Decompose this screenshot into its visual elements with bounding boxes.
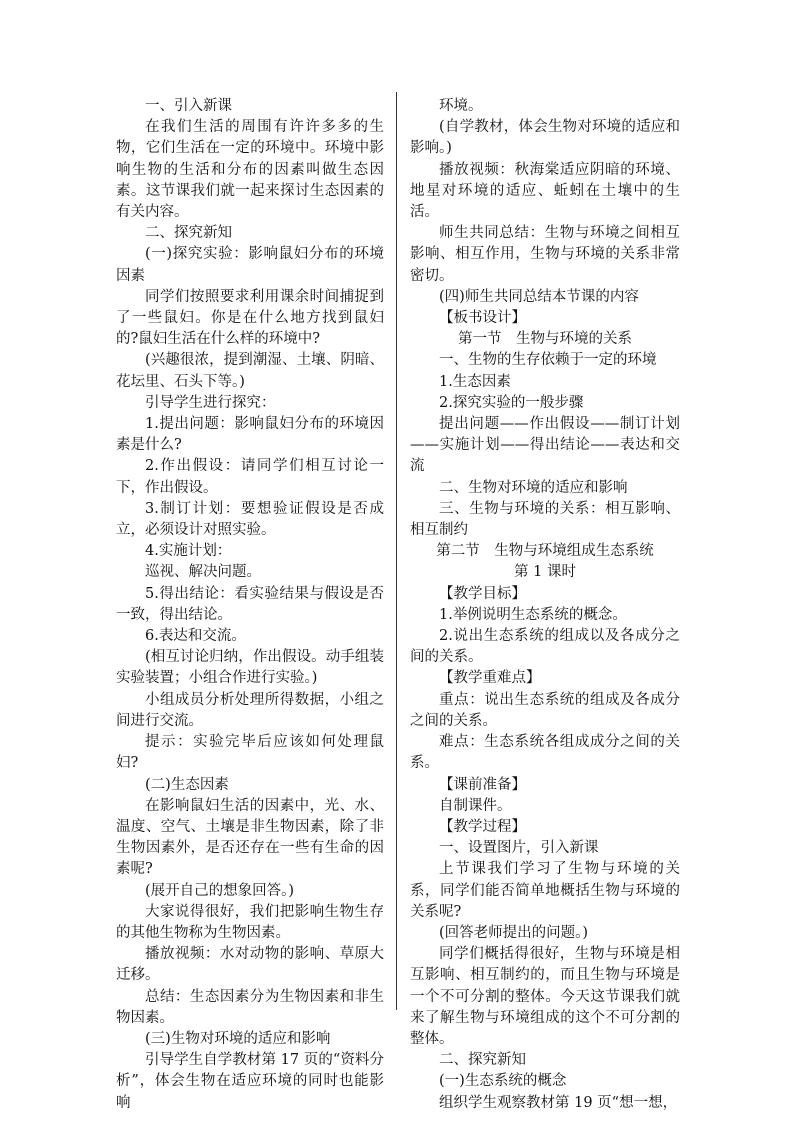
paragraph: 【教学过程】 bbox=[439, 818, 526, 835]
paragraph: 二、生物对环境的适应和影响 bbox=[439, 479, 628, 496]
paragraph: 二、探究新知 bbox=[145, 225, 232, 242]
paragraph: 1.提出问题：影响鼠妇分布的环境因素是什么? bbox=[116, 416, 384, 454]
paragraph: (二)生态因素 bbox=[145, 776, 229, 793]
paragraph: 引导学生自学教材第 17 页的“资料分析”，体会生物在适应环境的同时也能影响 bbox=[116, 1052, 384, 1111]
paragraph: (一)探究实验：影响鼠妇分布的环境因素 bbox=[116, 246, 384, 284]
paragraph: 3.制订计划：要想验证假设是否成立，必须设计对照实验。 bbox=[116, 500, 384, 539]
paragraph: 巡视、解决问题。 bbox=[145, 564, 261, 581]
paragraph: (回答老师提出的问题。) bbox=[439, 924, 589, 941]
paragraph: 【教学重难点】 bbox=[439, 670, 541, 687]
paragraph: 提示：实验完毕后应该如何处理鼠妇? bbox=[116, 734, 384, 772]
paragraph: 总结：生态因素分为生物因素和非生物因素。 bbox=[116, 988, 384, 1026]
paragraph: (兴趣很浓，提到潮湿、土壤、阴暗、花坛里、石头下等。) bbox=[116, 352, 384, 390]
paragraph: 一、设置图片，引入新课 bbox=[439, 840, 599, 857]
paragraph: 环境。 bbox=[439, 98, 483, 114]
paragraph: 2.作出假设：请同学们相互讨论一下，作出假设。 bbox=[116, 458, 384, 496]
paragraph: 2.探究实验的一般步骤 bbox=[439, 394, 584, 411]
left-column bbox=[116, 96, 384, 1114]
paragraph: 播放视频：秋海棠适应阴暗的环境、地星对环境的适应、蚯蚓在土壤中的生活。 bbox=[410, 161, 680, 221]
paragraph: 一、引入新课 bbox=[145, 98, 232, 114]
paragraph: 2.说出生态系统的组成以及各成分之间的关系。 bbox=[410, 628, 680, 666]
paragraph: (展开自己的想象回答。) bbox=[145, 882, 295, 899]
paragraph: 同学们概括得很好，生物与环境是相互影响、相互制约的，而且生物与环境是一个不可分割的整体。今天这节课我们就来了解生物与环境组成的这个不可分割的整体。 bbox=[410, 946, 680, 1047]
paragraph: 1.举例说明生态系统的概念。 bbox=[439, 606, 627, 623]
paragraph: 难点：生态系统各组成成分之间的关系。 bbox=[410, 734, 680, 772]
right-column bbox=[410, 96, 680, 1114]
paragraph: (相互讨论归纳，作出假设。动手组装实验装置；小组合作进行实验。) bbox=[116, 649, 384, 687]
paragraph: 1.生态因素 bbox=[439, 373, 511, 390]
paragraph: 【课前准备】 bbox=[439, 776, 526, 793]
paragraph: 上节课我们学习了生物与环境的关系，同学们能否简单地概括生物与环境的关系呢? bbox=[410, 861, 680, 920]
paragraph: 重点：说出生态系统的组成及各成分之间的关系。 bbox=[410, 691, 680, 729]
paragraph: 引导学生进行探究： bbox=[145, 394, 276, 411]
paragraph: 播放视频：水对动物的影响、草原大迁移。 bbox=[116, 946, 384, 984]
paragraph: 大家说得很好，我们把影响生物生存的其他生物称为生物因素。 bbox=[116, 903, 384, 941]
paragraph: 在影响鼠妇生活的因素中，光、水、温度、空气、土壤是非生物因素，除了非生物因素外，是否还存在一些有生命的因素呢? bbox=[116, 797, 384, 878]
paragraph: 5.得出结论：看实验结果与假设是否一致，得出结论。 bbox=[116, 585, 384, 623]
paragraph: (三)生物对环境的适应和影响 bbox=[145, 1030, 331, 1047]
paragraph: 三、生物与环境的关系：相互影响、相互制约 bbox=[410, 500, 680, 539]
column-divider bbox=[396, 92, 397, 1010]
paragraph: 二、探究新知 bbox=[439, 1052, 526, 1069]
paragraph: 在我们生活的周围有许许多多的生物，它们生活在一定的环境中。环境中影响生物的生活和分布的因素叫做生态因素。这节课我们就一起来探讨生态因素的有关内容。 bbox=[116, 119, 384, 221]
paragraph: 4.实施计划： bbox=[145, 543, 232, 560]
paragraph: 师生共同总结：生物与环境之间相互影响、相互作用，生物与环境的关系非常密切。 bbox=[410, 225, 680, 284]
paragraph: (自学教材，体会生物对环境的适应和影响。) bbox=[410, 119, 680, 157]
section-heading: 第二节 生物与环境组成生态系统 bbox=[436, 543, 654, 560]
paragraph: 同学们按照要求利用课余时间捕捉到了一些鼠妇。你是在什么地方找到鼠妇的?鼠妇生活在什么样的环境中? bbox=[116, 288, 384, 348]
paragraph: 小组成员分析处理所得数据，小组之间进行交流。 bbox=[116, 691, 384, 729]
paragraph: 一、生物的生存依赖于一定的环境 bbox=[439, 352, 657, 369]
paragraph: 自制课件。 bbox=[439, 797, 512, 814]
paragraph: (四)师生共同总结本节课的内容 bbox=[439, 288, 639, 305]
paragraph: (一)生态系统的概念 bbox=[439, 1073, 567, 1090]
paragraph: 组织学生观察教材第 19 页“想一想， bbox=[439, 1094, 678, 1111]
paragraph: 提出问题——作出假设——制订计划——实施计划——得出结论——表达和交流 bbox=[410, 416, 680, 475]
paragraph: 【板书设计】 bbox=[439, 310, 526, 327]
paragraph: 【教学目标】 bbox=[439, 585, 526, 602]
section-subheading: 第 1 课时 bbox=[514, 564, 576, 581]
section-heading: 第一节 生物与环境的关系 bbox=[458, 331, 632, 348]
paragraph: 6.表达和交流。 bbox=[145, 628, 246, 645]
